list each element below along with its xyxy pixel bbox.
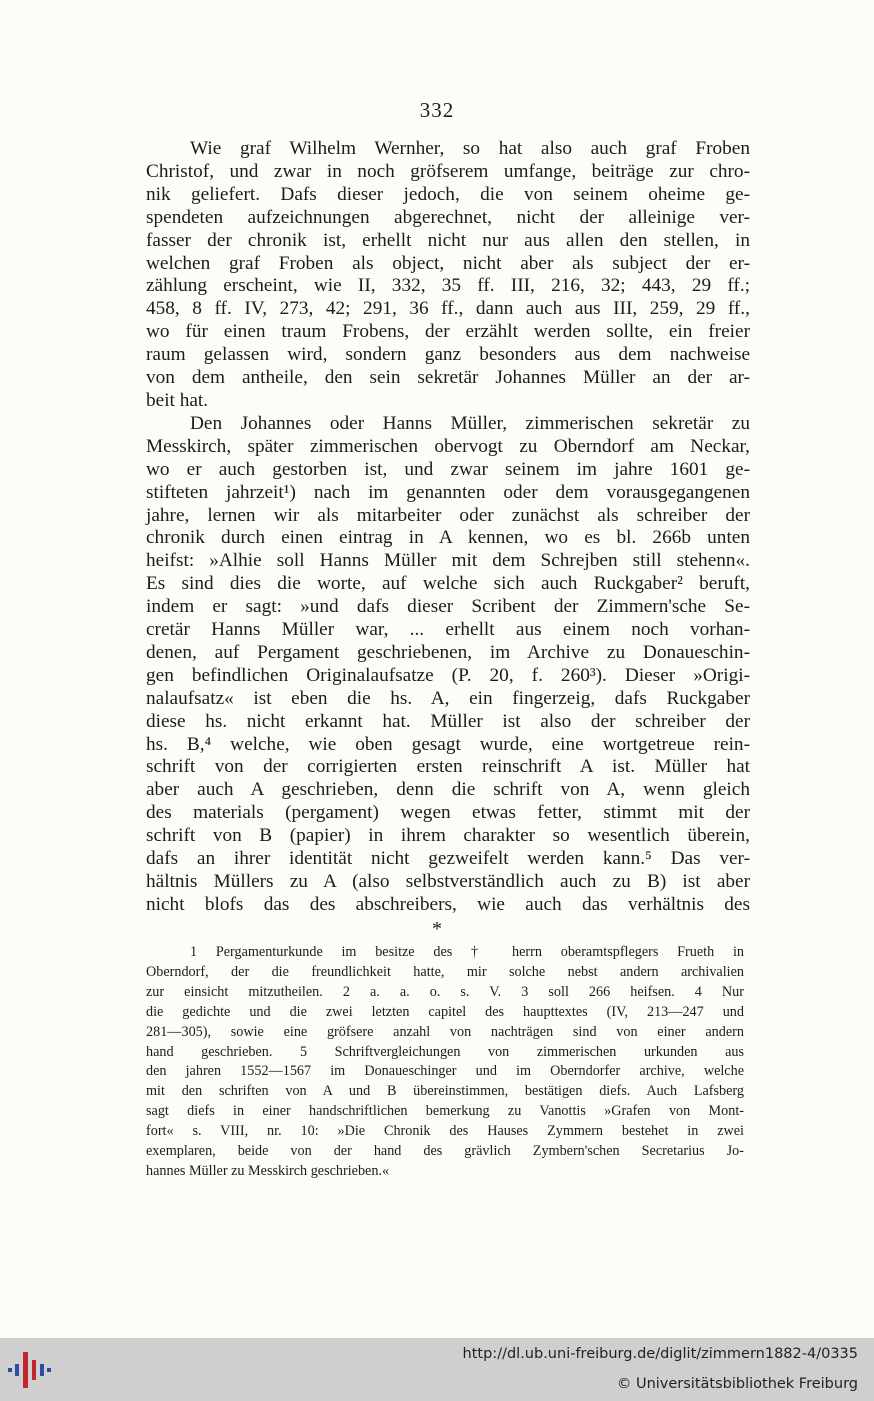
body-text	[146, 138, 750, 917]
footnote-line: Oberndorf, der die freundlichkeit hatte, mir solche nebst andern archivalien	[146, 963, 744, 980]
body-line: indem er sagt: »und dafs dieser Scribent der Zimmern'sche Se-	[146, 596, 750, 618]
footnote-line: hand geschrieben. 5 Schriftvergleichungen von zimmerischen urkunden aus	[146, 1043, 744, 1060]
copyright-notice: © Universitätsbibliothek Freiburg	[616, 1376, 858, 1392]
body-line: schrift von B (papier) in ihrem charakter so wesentlich überein,	[146, 825, 750, 847]
body-line: aber auch A geschrieben, denn die schrift von A, wenn gleich	[146, 779, 750, 801]
footnote-line: mit den schriften von A und B übereinstimmen, bestätigen diefs. Auch Lafsberg	[146, 1083, 744, 1100]
body-line: Messkirch, später zimmerischen obervogt zu Oberndorf am Neckar,	[146, 435, 750, 457]
body-line: Christof, und zwar in noch gröfserem umfange, beiträge zur chro-	[146, 160, 750, 182]
body-line: denen, auf Pergament geschriebenen, im Archive zu Donaueschin-	[146, 641, 750, 663]
footnote-line: den jahren 1552—1567 im Donaueschinger und im Oberndorfer archive, welche	[146, 1063, 744, 1080]
body-line: stifteten jahrzeit¹) nach im genannten oder dem vorausgegangenen	[146, 481, 750, 503]
body-line: raum gelassen wird, sondern ganz besonders aus dem nachweise	[146, 344, 750, 366]
footer-bar	[0, 1338, 874, 1401]
body-line: nicht blofs das des abschreibers, wie auch das verhältnis des	[146, 893, 750, 915]
body-line: dafs an ihrer identität nicht gezweifelt werden kann.⁵ Das ver-	[146, 848, 750, 870]
body-line: nik geliefert. Dafs dieser jedoch, die von seinem oheime ge-	[146, 183, 750, 205]
footnote-line: hannes Müller zu Messkirch geschrieben.«	[146, 1162, 390, 1179]
body-line: Wie graf Wilhelm Wernher, so hat also auch graf Froben	[190, 138, 750, 159]
body-line: nalaufsatz« ist eben die hs. A, ein fingerzeig, dafs Ruckgaber	[146, 687, 750, 709]
footnote-line: sagt diefs in einer handschriftlichen bemerkung zu Vanottis »Grafen von Mont-	[146, 1103, 744, 1120]
body-line: cretär Hanns Müller war, ... erhellt aus einem noch vorhan-	[146, 619, 750, 641]
body-line: beit hat.	[146, 389, 209, 411]
footnote-line: 281—305), sowie eine gröfsere anzahl von nachträgen sind von einer andern	[146, 1023, 744, 1040]
body-line: des materials (pergament) wegen etwas fetter, stimmt mit der	[146, 802, 750, 824]
footnote-line: die gedichte und die zwei letzten capitel des haupttextes (IV, 213—247 und	[146, 1003, 744, 1020]
body-line: wo er auch gestorben ist, und zwar seinem im jahre 1601 ge-	[146, 458, 750, 480]
footnote-line: exemplaren, beide von der hand des grävlich Zymbern'schen Secretarius Jo-	[146, 1143, 744, 1160]
footnote-line: zur einsicht mitzutheilen. 2 a. a. o. s. V. 3 soll 266 heifsen. 4 Nur	[146, 983, 744, 1000]
body-line: hs. B,⁴ welche, wie oben gesagt wurde, eine wortgetreue rein-	[146, 733, 750, 755]
footnote-line: fort« s. VIII, nr. 10: »Die Chronik des Hauses Zymmern bestehet in zwei	[146, 1123, 744, 1140]
body-line: von dem antheile, den sein sekretär Johannes Müller an der ar-	[146, 367, 750, 389]
body-line: Es sind dies die worte, auf welche sich auch Ruckgaber² beruft,	[146, 573, 750, 595]
body-line: spendeten aufzeichnungen abgerechnet, nicht der alleinige ver-	[146, 206, 750, 228]
body-line: Den Johannes oder Hanns Müller, zimmerischen sekretär zu	[190, 412, 750, 434]
body-line: heifst: »Alhie soll Hanns Müller mit dem Schrejben still stehenn«.	[146, 550, 750, 572]
footnote-line: 1 Pergamenturkunde im besitze des † herrn oberamtspflegers Frueth in	[190, 944, 744, 960]
body-line: zählung erscheint, wie II, 332, 35 ff. III, 216, 32; 443, 29 ff.;	[146, 275, 750, 297]
body-line: wo für einen traum Frobens, der erzählt werden sollte, ein freier	[146, 321, 750, 343]
body-line: diese hs. nicht erkannt hat. Müller ist also der schreiber der	[146, 710, 750, 732]
page-number: 332	[419, 98, 455, 122]
document-url-link[interactable]: http://dl.ub.uni-freiburg.de/diglit/zimmern1882-4/0335	[462, 1346, 858, 1362]
footnotes	[146, 943, 744, 1182]
body-line: welchen graf Froben als object, nicht aber als subject der er-	[146, 252, 750, 274]
body-line: chronik durch einen eintrag in A kennen, wo es bl. 266b unten	[146, 527, 750, 549]
body-line: fasser der chronik ist, erhellt nicht nur aus allen den stellen, in	[146, 229, 750, 251]
signature-mark: *	[432, 918, 442, 940]
body-line: schrift von der corrigierten ersten reinschrift A ist. Müller hat	[146, 756, 750, 778]
body-line: hältnis Müllers zu A (also selbstverständlich auch zu B) ist aber	[146, 871, 750, 892]
body-line: gen befindlichen Originalaufsatze (P. 20, f. 260³). Dieser »Origi-	[146, 664, 750, 686]
body-line: jahre, lernen wir als mitarbeiter oder zunächst als schreiber der	[146, 504, 750, 526]
body-line: 458, 8 ff. IV, 273, 42; 291, 36 ff., dann auch aus III, 259, 29 ff.,	[146, 298, 750, 320]
university-library-logo-icon	[6, 1348, 56, 1392]
